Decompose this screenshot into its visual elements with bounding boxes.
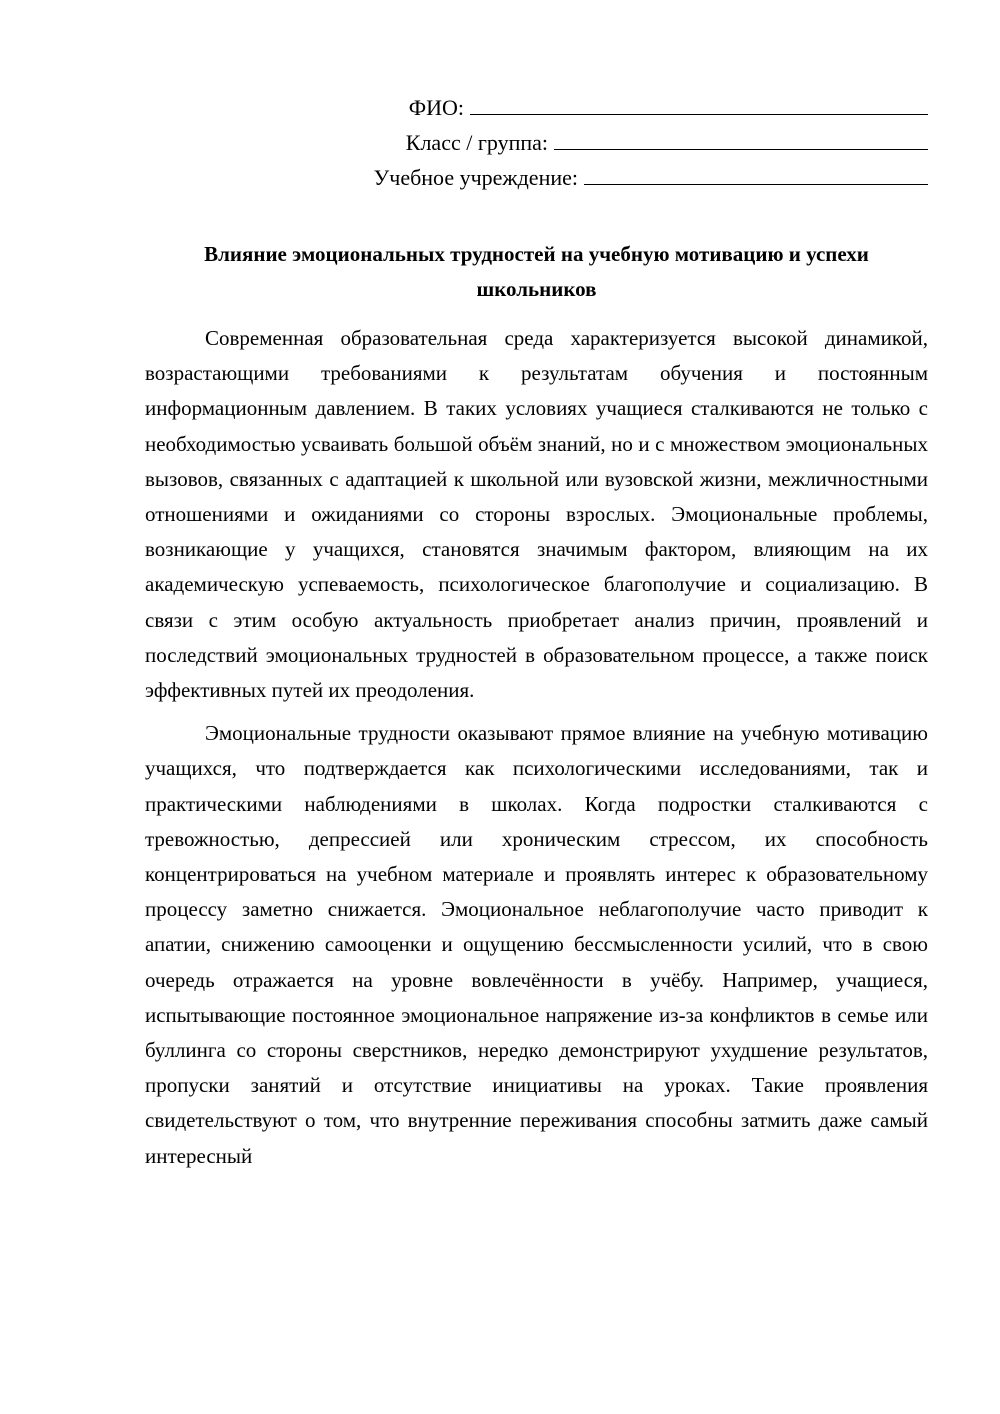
institution-field — [145, 160, 928, 195]
class-group-label: Класс / группа: — [405, 130, 548, 155]
document-title: Влияние эмоциональных трудностей на учебную мотивацию и успехи школьников — [204, 242, 869, 301]
fio-label: ФИО: — [408, 95, 464, 120]
institution-blank-line[interactable] — [584, 183, 928, 185]
institution-label: Учебное учреждение: — [373, 165, 578, 190]
class-group-blank-line[interactable] — [554, 148, 928, 150]
fio-field — [145, 90, 928, 125]
class-group-field — [145, 125, 928, 160]
body-paragraph-1: Современная образовательная среда характеризуется высокой динамикой, возрастающими требованиями к результатам обучения и постоянным информационным давлением. В таких условиях учащиеся сталкиваются не только с необходимостью усваивать большой объём знаний, но и с множеством эмоциональных вызовов, связанных с адаптацией к школьной или вузовской жизни, межличностными отношениями и ожиданиями со стороны взрослых. Эмоциональные проблемы, возникающие у учащихся, становятся значимым фактором, влияющим на их академическую успеваемость, психологическое благополучие и социализацию. В связи с этим особую актуальность приобретает анализ причин, проявлений и последствий эмоциональных трудностей в образовательном процессе, а также поиск эффективных путей их преодоления. — [145, 326, 928, 703]
body-paragraph-2: Эмоциональные трудности оказывают прямое влияние на учебную мотивацию учащихся, что подтверждается как психологическими исследованиями, так и практическими наблюдениями в школах. Когда подростки сталкиваются с тревожностью, депрессией или хроническим стрессом, их способность концентрироваться на учебном материале и проявлять интерес к образовательному процессу заметно снижается. Эмоциональное неблагополучие часто приводит к апатии, снижению самооценки и ощущению бессмысленности усилий, что в свою очередь отражается на уровне вовлечённости в учёбу. Например, учащиеся, испытывающие постоянное эмоциональное напряжение из-за конфликтов в семье или буллинга со стороны сверстников, нередко демонстрируют ухудшение результатов, пропуски занятий и отсутствие инициативы на уроках. Такие проявления свидетельствуют о том, что внутренние переживания способны затмить даже самый интересный — [145, 721, 928, 1168]
fio-blank-line[interactable] — [470, 113, 928, 115]
document-page — [145, 90, 928, 1174]
student-info-fields — [145, 90, 928, 195]
